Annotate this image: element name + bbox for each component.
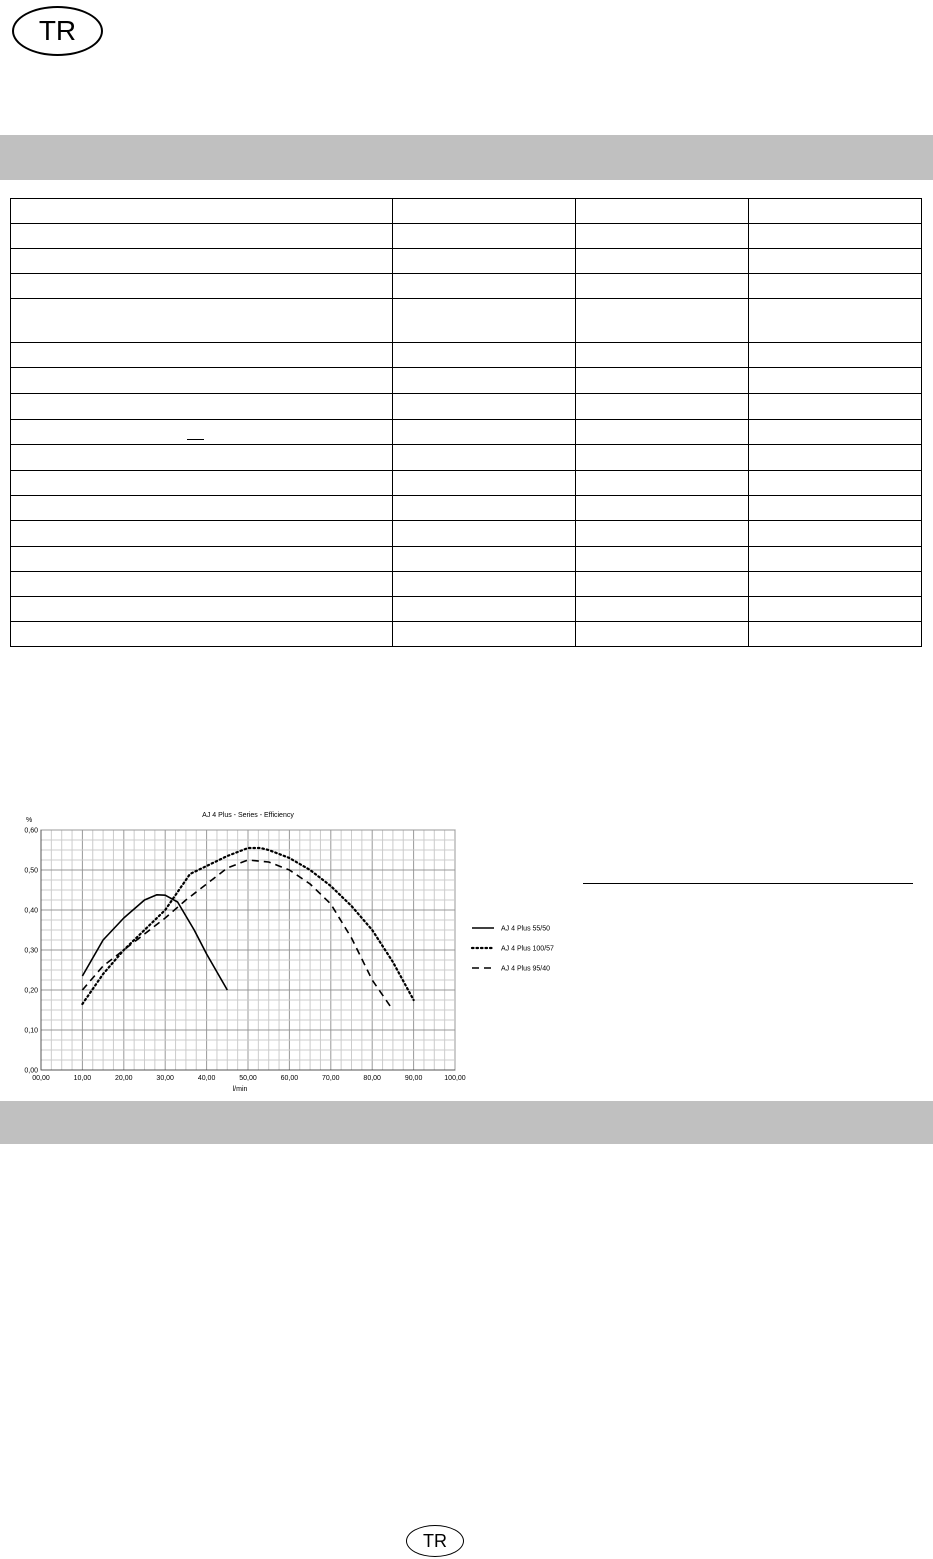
fraction-bar xyxy=(187,439,204,440)
table-cell xyxy=(576,343,749,368)
table-cell xyxy=(749,368,922,394)
table-cell xyxy=(11,597,393,622)
x-tick-label: 100,00 xyxy=(444,1075,466,1082)
x-tick-label: 50,00 xyxy=(239,1075,257,1082)
table-cell xyxy=(576,299,749,343)
y-tick-label: 0,20 xyxy=(24,987,38,995)
language-badge-label: TR xyxy=(38,15,77,46)
table-cell xyxy=(576,496,749,521)
table-cell xyxy=(576,521,749,547)
table-row xyxy=(11,343,922,368)
table-cell xyxy=(393,521,576,547)
table-cell xyxy=(749,496,922,521)
table-row xyxy=(11,496,922,521)
table-cell xyxy=(11,471,393,496)
table-row xyxy=(11,274,922,299)
table-row xyxy=(11,368,922,394)
x-tick-label: 40,00 xyxy=(197,1075,216,1082)
table-cell xyxy=(11,521,393,547)
table-cell xyxy=(393,420,576,445)
table-cell xyxy=(576,394,749,420)
table-cell xyxy=(749,445,922,471)
y-tick-label: 0,00 xyxy=(24,1067,38,1075)
section-header-band-2 xyxy=(0,1101,933,1144)
table-cell xyxy=(11,445,393,471)
table-cell xyxy=(749,274,922,299)
table-cell xyxy=(576,368,749,394)
table-cell xyxy=(749,471,922,496)
table-cell xyxy=(749,420,922,445)
language-badge-label: TR xyxy=(423,1530,447,1551)
table-cell xyxy=(749,572,922,597)
table-cell xyxy=(393,622,576,647)
table-cell xyxy=(11,572,393,597)
x-tick-label: 20,00 xyxy=(115,1075,133,1082)
table-cell xyxy=(749,547,922,572)
table-cell xyxy=(576,597,749,622)
y-tick-label: 0,30 xyxy=(24,947,38,955)
table-cell xyxy=(11,420,393,445)
language-badge-tr-footer xyxy=(406,1525,464,1557)
y-axis-label: % xyxy=(26,817,33,824)
table-cell xyxy=(576,199,749,224)
x-axis-label: l/min xyxy=(232,1086,248,1093)
y-tick-label: 0,10 xyxy=(24,1027,38,1035)
legend-label: AJ 4 Plus 95/40 xyxy=(501,965,551,973)
table-row xyxy=(11,394,922,420)
y-tick-label: 0,50 xyxy=(24,867,38,875)
table-cell xyxy=(749,521,922,547)
x-tick-label: 90,00 xyxy=(404,1075,423,1082)
table-cell xyxy=(393,572,576,597)
table-cell xyxy=(11,394,393,420)
chart-title: AJ 4 Plus - Series - Efficiency xyxy=(202,812,294,819)
table-cell xyxy=(576,445,749,471)
table-cell xyxy=(11,368,393,394)
table-cell xyxy=(393,368,576,394)
table-cell xyxy=(393,224,576,249)
table-row xyxy=(11,521,922,547)
table-cell xyxy=(749,224,922,249)
table-cell xyxy=(749,299,922,343)
signature-line xyxy=(583,883,913,884)
table-cell xyxy=(393,496,576,521)
table-cell xyxy=(393,343,576,368)
table-cell xyxy=(749,622,922,647)
section-header-band-1 xyxy=(0,135,933,180)
table-cell xyxy=(393,394,576,420)
table-cell xyxy=(749,597,922,622)
table-cell xyxy=(393,471,576,496)
table-row xyxy=(11,572,922,597)
table-cell xyxy=(576,471,749,496)
legend-label: AJ 4 Plus 100/57 xyxy=(501,945,554,953)
table-row xyxy=(11,249,922,274)
table-row xyxy=(11,471,922,496)
table-cell xyxy=(393,445,576,471)
table-cell xyxy=(393,597,576,622)
legend-label: AJ 4 Plus 55/50 xyxy=(501,925,551,933)
table-cell xyxy=(576,274,749,299)
table-row xyxy=(11,597,922,622)
table-cell xyxy=(749,394,922,420)
table-cell xyxy=(576,420,749,445)
x-tick-label: 60,00 xyxy=(280,1075,299,1082)
table-row xyxy=(11,445,922,471)
table-cell xyxy=(749,199,922,224)
x-tick-label: 00,00 xyxy=(32,1075,50,1082)
table-row xyxy=(11,299,922,343)
table-cell xyxy=(576,547,749,572)
language-badge-tr xyxy=(12,6,103,56)
table-row xyxy=(11,420,922,445)
table-cell xyxy=(11,199,393,224)
table-cell xyxy=(11,547,393,572)
x-tick-label: 10,00 xyxy=(73,1075,92,1082)
table-cell xyxy=(749,343,922,368)
table-cell xyxy=(576,622,749,647)
table-cell xyxy=(11,274,393,299)
table-cell xyxy=(393,274,576,299)
table-cell xyxy=(393,249,576,274)
x-tick-label: 30,00 xyxy=(156,1075,174,1082)
specification-table xyxy=(10,198,922,647)
x-tick-label: 80,00 xyxy=(363,1075,381,1082)
table-cell xyxy=(393,547,576,572)
table-cell xyxy=(576,249,749,274)
table-cell xyxy=(576,572,749,597)
efficiency-chart xyxy=(10,800,570,1095)
table-row xyxy=(11,199,922,224)
table-cell xyxy=(576,224,749,249)
table-cell xyxy=(11,343,393,368)
table-cell xyxy=(11,224,393,249)
table-row xyxy=(11,224,922,249)
y-tick-label: 0,40 xyxy=(24,907,38,915)
table-cell xyxy=(393,199,576,224)
x-tick-label: 70,00 xyxy=(322,1075,340,1082)
table-cell xyxy=(11,249,393,274)
y-tick-label: 0,60 xyxy=(24,827,38,835)
table-cell xyxy=(11,622,393,647)
table-cell xyxy=(393,299,576,343)
table-row xyxy=(11,622,922,647)
table-row xyxy=(11,547,922,572)
table-cell xyxy=(11,299,393,343)
table-cell xyxy=(11,496,393,521)
table-cell xyxy=(749,249,922,274)
